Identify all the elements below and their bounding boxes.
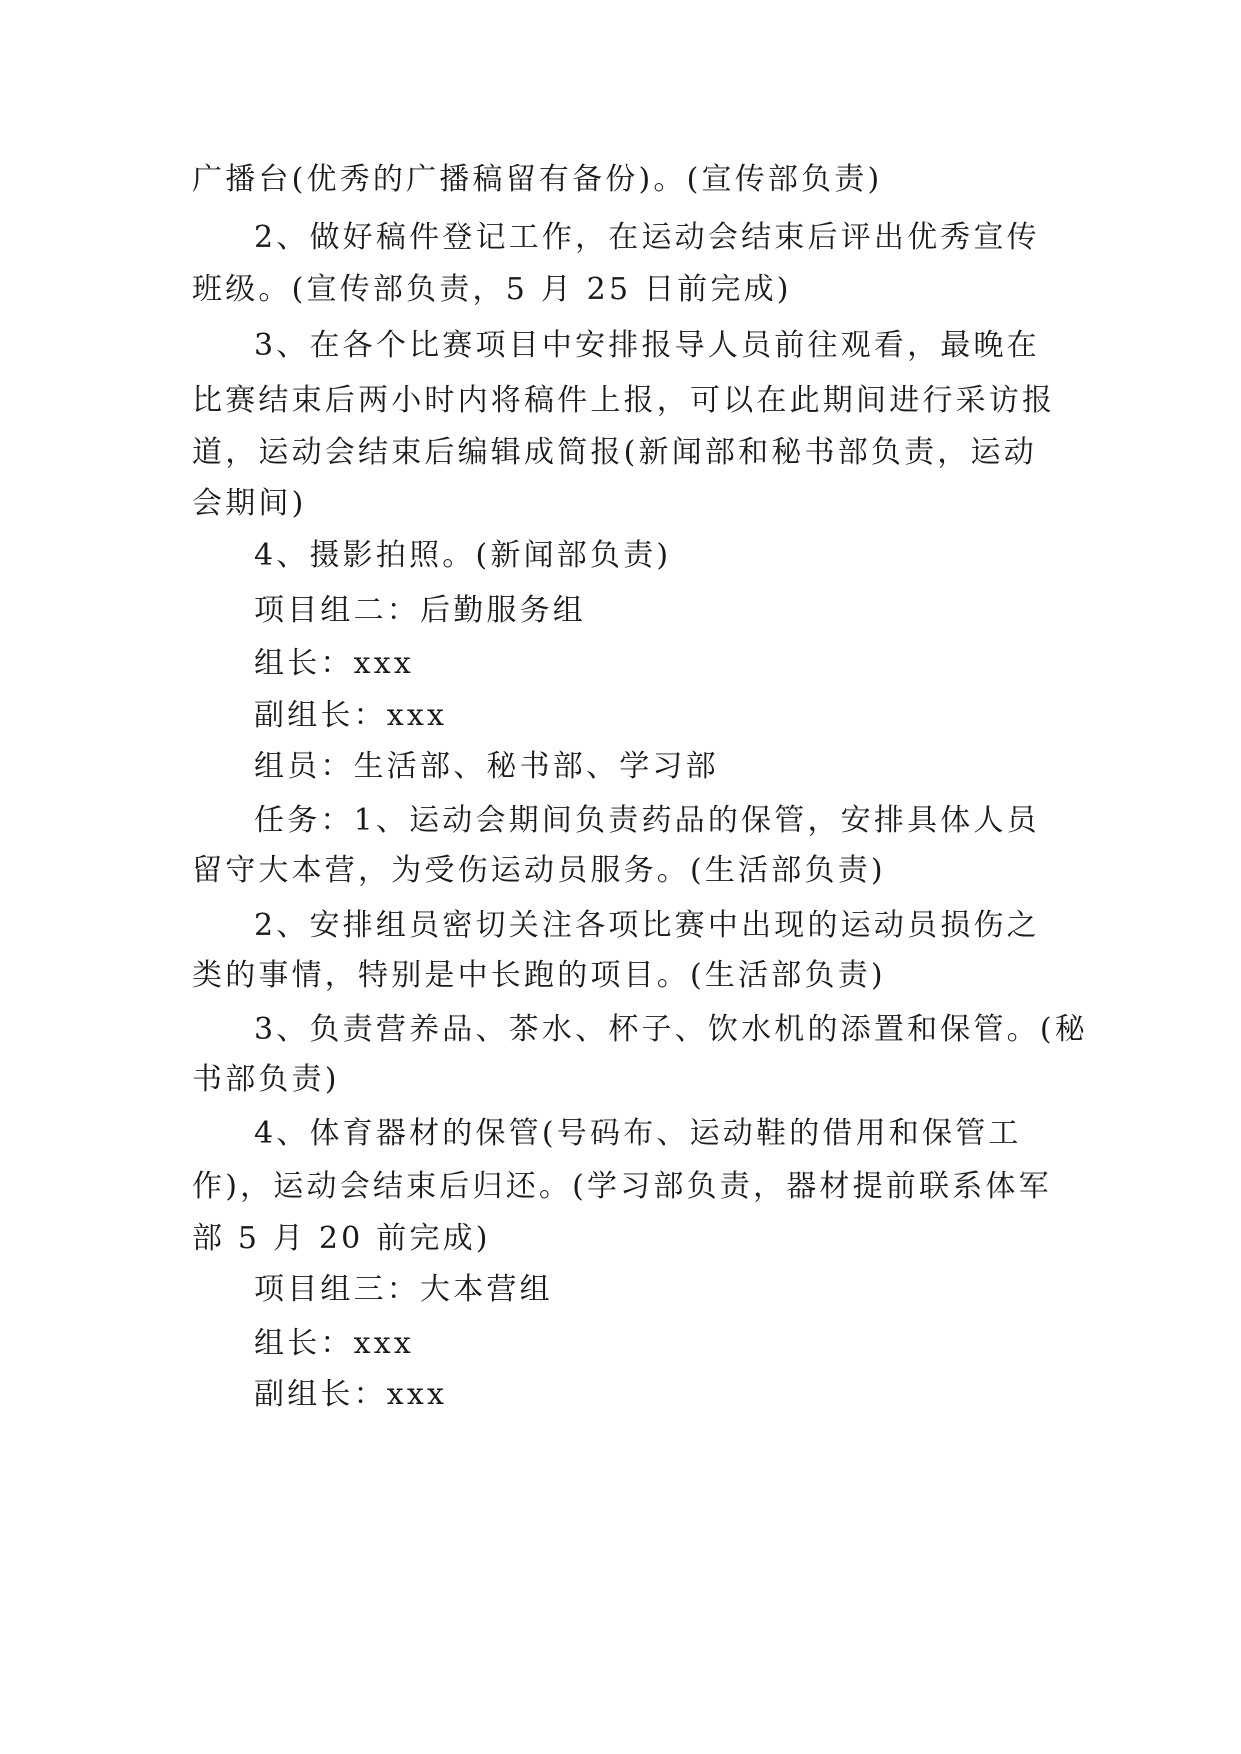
- text-line: 4、摄影拍照。(新闻部负责): [254, 538, 672, 573]
- text-line: 班级。(宣传部负责，5 月 25 日前完成): [192, 272, 792, 307]
- text-line: 留守大本营，为受伤运动员服务。(生活部负责): [192, 853, 886, 888]
- text-line: 组长：xxx: [254, 1326, 414, 1361]
- text-line: 2、做好稿件登记工作，在运动会结束后评出优秀宣传: [254, 220, 1040, 255]
- text-line: 4、体育器材的保管(号码布、运动鞋的借用和保管工: [254, 1116, 1022, 1151]
- text-line: 2、安排组员密切关注各项比赛中出现的运动员损伤之: [254, 908, 1040, 943]
- text-line: 3、在各个比赛项目中安排报导人员前往观看，最晚在: [254, 328, 1040, 363]
- text-line: 3、负责营养品、茶水、杯子、饮水机的添置和保管。(秘: [254, 1012, 1088, 1047]
- text-line: 组员：生活部、秘书部、学习部: [254, 749, 719, 784]
- text-line: 作)，运动会结束后归还。(学习部负责，器材提前联系体军: [192, 1169, 1052, 1204]
- text-line: 组长：xxx: [254, 646, 414, 681]
- section-heading: 项目组三：大本营组: [254, 1272, 553, 1307]
- section-heading: 项目组二：后勤服务组: [254, 593, 586, 628]
- text-line: 道，运动会结束后编辑成简报(新闻部和秘书部负责，运动: [192, 435, 1037, 470]
- text-line: 会期间): [192, 486, 307, 521]
- text-line: 副组长：xxx: [254, 698, 448, 733]
- text-line: 部 5 月 20 前完成): [192, 1221, 491, 1256]
- text-line: 任务：1、运动会期间负责药品的保管，安排具体人员: [254, 803, 1040, 838]
- text-line: 比赛结束后两小时内将稿件上报，可以在此期间进行采访报: [192, 383, 1056, 418]
- text-line: 广播台(优秀的广播稿留有备份)。(宣传部负责): [192, 162, 883, 197]
- text-line: 类的事情，特别是中长跑的项目。(生活部负责): [192, 958, 886, 993]
- text-line: 副组长：xxx: [254, 1377, 448, 1412]
- text-line: 书部负责): [192, 1062, 340, 1097]
